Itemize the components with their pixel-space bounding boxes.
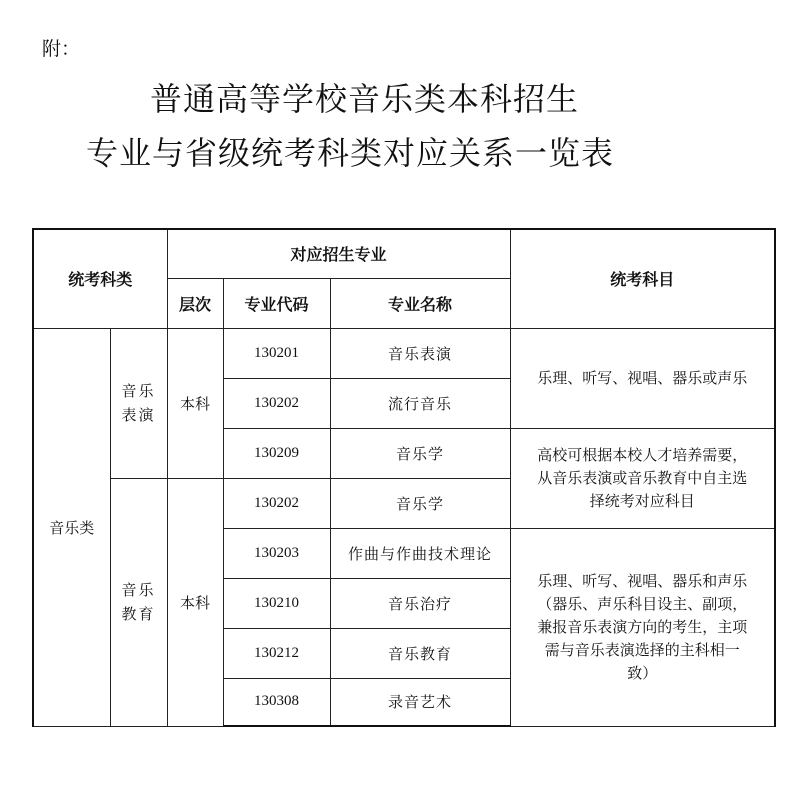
major-name: 音乐学 (330, 478, 510, 528)
major-name: 音乐学 (330, 428, 510, 478)
category-cell: 音乐类 (33, 328, 110, 726)
major-code: 130210 (223, 578, 330, 628)
major-code: 130203 (223, 528, 330, 578)
subjects-performance: 乐理、听写、视唱、器乐或声乐 (510, 328, 775, 428)
header-level: 层次 (167, 278, 223, 328)
major-code: 130202 (223, 478, 330, 528)
group-name-education: 音乐 教育 (110, 478, 167, 726)
subjects-flexible: 高校可根据本校人才培养需要， 从音乐表演或音乐教育中自主选 择统考对应科目 (510, 428, 775, 528)
major-code: 130201 (223, 328, 330, 378)
major-code: 130209 (223, 428, 330, 478)
major-name: 音乐治疗 (330, 578, 510, 628)
major-code: 130308 (223, 678, 330, 726)
header-major-code: 专业代码 (223, 278, 330, 328)
level-cell: 本科 (167, 328, 223, 478)
document-title-line2: 专业与省级统考科类对应关系一览表 (86, 134, 615, 172)
major-name: 音乐教育 (330, 628, 510, 678)
header-exam-category: 统考科类 (33, 229, 167, 328)
subjects-education: 乐理、听写、视唱、器乐和声乐 （器乐、声乐科目设主、副项， 兼报音乐表演方向的考生，主项 需与音乐表演选择的主科相一 致） (510, 528, 775, 726)
table-row (33, 328, 775, 378)
header-major-name: 专业名称 (330, 278, 510, 328)
major-name: 录音艺术 (330, 678, 510, 726)
level-cell: 本科 (167, 478, 223, 726)
major-code: 130202 (223, 378, 330, 428)
major-name: 作曲与作曲技术理论 (330, 528, 510, 578)
header-major-group: 对应招生专业 (167, 229, 510, 278)
correspondence-table (32, 228, 776, 727)
group-name-performance: 音乐 表演 (110, 328, 167, 478)
document-title-line1: 普通高等学校音乐类本科招生 (150, 80, 580, 118)
major-code: 130212 (223, 628, 330, 678)
header-exam-subjects: 统考科目 (510, 229, 775, 328)
major-name: 流行音乐 (330, 378, 510, 428)
attachment-label: 附： (42, 38, 81, 60)
major-name: 音乐表演 (330, 328, 510, 378)
